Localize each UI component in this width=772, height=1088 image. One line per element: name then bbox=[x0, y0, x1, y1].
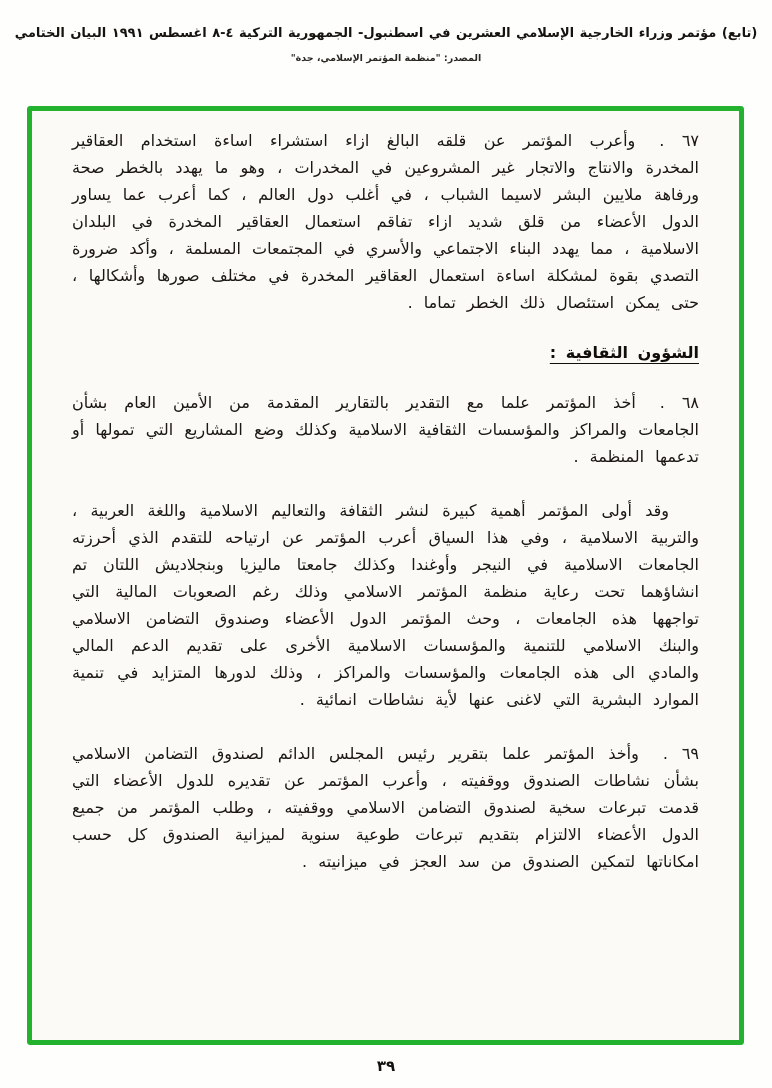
section-heading-cultural-affairs: الشؤون الثقافية : bbox=[549, 343, 699, 362]
paragraph-67 bbox=[72, 127, 699, 316]
paragraph-68 bbox=[72, 389, 699, 470]
paragraph-68-continuation: وقد أولى المؤتمر أهمية كبيرة لنشر الثقافة والتعاليم الاسلامية واللغة العربية ، والتربية الاسلامية ، وفي هذا السياق أعرب المؤتمر عن ارتياحه للتقدم الذي أحرزته الجامعات الاسلامية في النيجر وأوغندا وكذلك جامعتا ماليزيا وبنجلاديش اللتان تم انشاؤهما تحت رعاية منظمة المؤتمر الاسلامي وذلك رغم الصعوبات المالية التي تواجهها هذه الجامعات ، وحث المؤتمر الدول الأعضاء وصندوق التضامن الاسلامي والبنك الاسلامي للتنمية والمؤسسات الاسلامية الأخرى على تقديم الدعم المالي والمادي الى هذه الجامعات والمؤسسات والمراكز ، وذلك لدورها المتزايد في تنمية الموارد البشرية التي لاغنى عنها لأية نشاطات انمائية . bbox=[72, 501, 699, 709]
header-title: (تابع) مؤتمر وزراء الخارجية الإسلامي العشرين في اسطنبول- الجمهورية التركية ٤-٨ اغسطس ١٩٩١ البيان الختامي bbox=[14, 26, 758, 41]
paragraph-67-number: ٦٧ . bbox=[659, 131, 699, 150]
paragraph-69 bbox=[72, 740, 699, 875]
header-source-line: المصدر: "منظمة المؤتمر الإسلامي، جدة" bbox=[290, 53, 482, 64]
page-number: ٣٩ bbox=[376, 1057, 396, 1075]
paragraph-68-number: ٦٨ . bbox=[659, 393, 699, 412]
paragraph-69-number: ٦٩ . bbox=[662, 744, 699, 763]
page-header bbox=[8, 24, 764, 64]
paragraph-68-text: أخذ المؤتمر علما مع التقدير بالتقارير المقدمة من الأمين العام بشأن الجامعات والمراكز والمؤسسات الثقافية الاسلامية وكذلك وضع المشاريع التي تمولها أو تدعمها المنظمة . bbox=[72, 393, 699, 466]
document-body bbox=[72, 127, 699, 875]
paragraph-69-text: وأخذ المؤتمر علما بتقرير رئيس المجلس الدائم لصندوق التضامن الاسلامي بشأن نشاطات الصندوق ووقفيته ، وأعرب المؤتمر عن تقديره للدول الأعضاء التي قدمت تبرعات سخية لصندوق التضامن الاسلامي ووقفيته ، وطلب المؤتمر من جميع الدول الأعضاء الالتزام بتقديم تبرعات طوعية سنوية لميزانية الصندوق كل حسب امكاناتها لتمكين الصندوق من سد العجز في ميزانيته . bbox=[72, 744, 699, 871]
paragraph-67-text: وأعرب المؤتمر عن قلقه البالغ ازاء استشراء اساءة استخدام العقاقير المخدرة والانتاج والاتجار غير المشروعين في المخدرات ، وهو ما يهدد بالخطر صحة ورفاهة ملايين البشر لاسيما الشباب ، في أغلب دول العالم ، كما أعرب عما يساور الدول الأعضاء من قلق شديد ازاء تفاقم استعمال العقاقير المخدرة في البلدان الاسلامية ، مما يهدد البناء الاجتماعي والأسري في المجتمعات المسلمة ، وأكد ضرورة التصدي بقوة لمشكلة اساءة استعمال العقاقير المخدرة في مختلف صورها وأشكالها ، حتى يمكن استئصال ذلك الخطر تماما . bbox=[72, 131, 699, 312]
document-frame bbox=[27, 106, 744, 1045]
